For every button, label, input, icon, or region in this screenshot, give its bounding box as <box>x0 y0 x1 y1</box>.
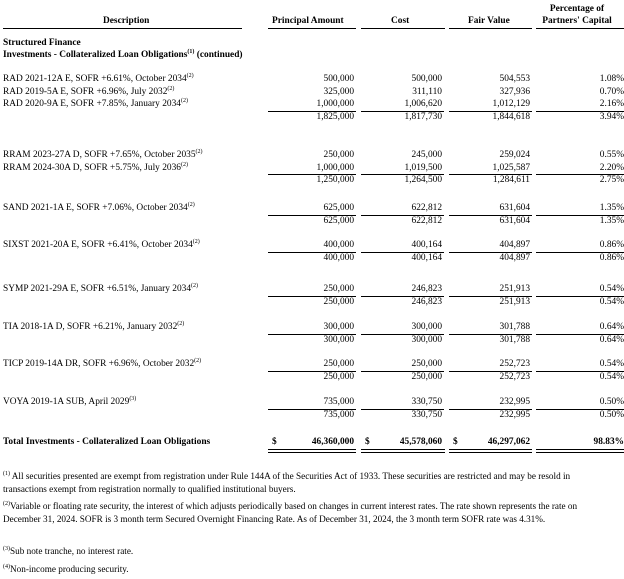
security-row-pct: 2.16% <box>599 99 624 109</box>
security-row-cost: 250,000 <box>411 359 442 369</box>
security-row-principal: 250,000 <box>323 284 354 294</box>
header-fair-value: Fair Value <box>468 16 510 26</box>
footnote-4: $^{(4)}$Non-income producing security. <box>3 564 129 574</box>
security-row-principal: 400,000 <box>323 240 354 250</box>
subtotal-pct: 3.94% <box>599 111 624 122</box>
subtotal-fair: 301,788 <box>499 334 530 345</box>
security-row-fair: 1,025,587 <box>492 162 530 173</box>
security-row-fair: 404,897 <box>499 240 530 250</box>
header-rule-fair <box>449 28 532 29</box>
grand-total-currency-principal: $ <box>272 437 277 447</box>
subtotal-cost: 622,812 <box>411 215 442 226</box>
grand-total-fair: 46,297,062 <box>487 437 530 447</box>
subtotal-pct: 1.35% <box>599 215 624 226</box>
security-row-cost: 246,823 <box>411 284 442 294</box>
security-row-cost: 622,812 <box>411 203 442 213</box>
security-row-pct: 0.54% <box>599 284 624 294</box>
subtotal-cost: 1,264,500 <box>404 175 442 185</box>
grand-total-currency-cost: $ <box>365 437 370 447</box>
header-description: Description <box>103 16 150 26</box>
security-row-fair: 252,723 <box>499 359 530 369</box>
security-row-principal: 1,000,000 <box>316 162 354 173</box>
security-row-principal: 735,000 <box>323 397 354 407</box>
subtotal-pct: 0.54% <box>599 371 624 382</box>
security-row-description: RRAM 2024-30A D, SOFR +5.75%, July 2036$^{(2)}$ <box>3 161 188 173</box>
security-row-pct: 0.70% <box>599 86 624 97</box>
grand-total-rule-pct <box>536 449 624 453</box>
security-row-cost: 300,000 <box>411 322 442 332</box>
security-row-pct: 0.55% <box>599 150 624 160</box>
footnote-1: $^{(1)}$ All securities presented are exempt from registration under Rule 144A of the Securities Act of 1933. These securities are restricted and may be resold in transactions exempt from registration normally to qualified institutional buyers. <box>3 471 571 494</box>
subtotal-fair: 1,844,618 <box>492 111 530 122</box>
subtotal-fair: 251,913 <box>499 296 530 307</box>
grand-total-pct: 98.83% <box>593 437 624 447</box>
subtotal-principal: 1,825,000 <box>316 111 354 122</box>
security-row-description: VOYA 2019-1A SUB, April 2029$^{(3)}$ <box>3 396 137 407</box>
header-rule-desc <box>3 28 242 29</box>
grand-total-label: Total Investments - Collateralized Loan Obligations <box>3 437 211 447</box>
security-row-cost: 1,006,620 <box>404 99 442 109</box>
security-row-cost: 245,000 <box>411 150 442 160</box>
subtotal-cost: 1,817,730 <box>404 111 442 122</box>
subtotal-principal: 300,000 <box>323 334 354 345</box>
header-pct-line2: Partners' Capital <box>542 16 612 26</box>
security-row-description: SIXST 2021-20A E, SOFR +6.41%, October 2034$^{(2)}$ <box>3 239 200 250</box>
subtotal-principal: 250,000 <box>323 296 354 307</box>
footnote-3: $^{(3)}$Sub note tranche, no interest rate. <box>3 546 134 556</box>
security-row-pct: 1.08% <box>599 74 624 84</box>
security-row-description: RAD 2020-9A E, SOFR +7.85%, January 2034$^{(2)}$ <box>3 98 188 109</box>
security-row-pct: 1.35% <box>599 203 624 213</box>
security-row-cost: 330,750 <box>411 397 442 407</box>
security-row-fair: 259,024 <box>499 150 530 160</box>
security-row-fair: 631,604 <box>499 203 530 213</box>
section-subtitle: Investments - Collateralized Loan Obligations$^{(1)}$ (continued) <box>3 49 243 60</box>
security-row-principal: 500,000 <box>323 74 354 84</box>
security-row-principal: 250,000 <box>323 359 354 369</box>
security-row-fair: 301,788 <box>499 322 530 332</box>
security-row-pct: 0.54% <box>599 359 624 369</box>
section-title: Structured Finance <box>3 38 81 48</box>
subtotal-pct: 2.75% <box>599 175 624 185</box>
subtotal-fair: 232,995 <box>499 409 530 420</box>
grand-total-rule-cost <box>361 449 445 453</box>
subtotal-principal: 735,000 <box>323 409 354 420</box>
security-row-fair: 251,913 <box>499 284 530 294</box>
subtotal-fair: 252,723 <box>499 371 530 382</box>
grand-total-principal: 46,360,000 <box>311 437 354 447</box>
header-cost: Cost <box>391 16 410 26</box>
subtotal-fair: 631,604 <box>499 215 530 226</box>
security-row-description: SAND 2021-1A E, SOFR +7.06%, October 2034$^{(2)}$ <box>3 202 195 213</box>
grand-total-currency-fair: $ <box>453 437 458 447</box>
security-row-pct: 0.86% <box>599 240 624 250</box>
security-row-fair: 504,553 <box>499 74 530 84</box>
footnote-2: $^{(2)}$Variable or floating rate security, the interest of which adjusts periodically based on changes in current interest rates. The rate shown represents the rate on December 31, 2024. SOFR is 3 month term Secured Overnight Financing Rate. As of December 31, 2024, the 3 month term SOFR rate was 4.31%. <box>3 501 578 524</box>
security-row-principal: 300,000 <box>323 322 354 332</box>
subtotal-principal: 625,000 <box>323 215 354 226</box>
security-row-principal: 625,000 <box>323 203 354 213</box>
subtotal-pct: 0.50% <box>599 409 624 420</box>
security-row-cost: 1,019,500 <box>404 162 442 173</box>
header-principal: Principal Amount <box>272 16 344 26</box>
subtotal-principal: 1,250,000 <box>316 175 354 185</box>
security-row-fair: 327,936 <box>499 86 530 97</box>
subtotal-pct: 0.86% <box>599 252 624 263</box>
security-row-description: SYMP 2021-29A E, SOFR +6.51%, January 2034$^{(2)}$ <box>3 283 199 294</box>
security-row-description: RAD 2019-5A E, SOFR +6.96%, July 2032$^{(2)}$ <box>3 85 175 97</box>
security-row-description: TIA 2018-1A D, SOFR +6.21%, January 2032$^{(2)}$ <box>3 321 185 332</box>
subtotal-fair: 404,897 <box>499 252 530 263</box>
header-rule-principal <box>268 28 356 29</box>
header-rule-cost <box>361 28 445 29</box>
header-rule-pct <box>536 28 624 29</box>
security-row-pct: 2.20% <box>599 162 624 173</box>
subtotal-fair: 1,284,611 <box>492 175 530 185</box>
security-row-principal: 325,000 <box>323 86 354 97</box>
security-row-cost: 500,000 <box>411 74 442 84</box>
security-row-principal: 1,000,000 <box>316 99 354 109</box>
subtotal-pct: 0.54% <box>599 296 624 307</box>
security-row-fair: 232,995 <box>499 397 530 407</box>
subtotal-cost: 300,000 <box>411 334 442 345</box>
security-row-description: RAD 2021-12A E, SOFR +6.61%, October 2034$^{(2)}$ <box>3 73 194 84</box>
grand-total-rule-principal <box>268 449 356 453</box>
header-pct-line1: Percentage of <box>549 4 605 14</box>
subtotal-cost: 246,823 <box>411 296 442 307</box>
security-row-fair: 1,012,129 <box>492 99 530 109</box>
security-row-principal: 250,000 <box>323 150 354 160</box>
security-row-cost: 311,110 <box>412 86 442 97</box>
subtotal-cost: 400,164 <box>411 252 442 263</box>
security-row-pct: 0.50% <box>599 397 624 407</box>
grand-total-cost: 45,578,060 <box>399 437 442 447</box>
subtotal-principal: 400,000 <box>323 252 354 263</box>
subtotal-pct: 0.64% <box>599 334 624 345</box>
subtotal-cost: 330,750 <box>411 409 442 420</box>
security-row-pct: 0.64% <box>599 322 624 332</box>
grand-total-rule-fair <box>449 449 532 453</box>
security-row-description: TICP 2019-14A DR, SOFR +6.96%, October 2032$^{(2)}$ <box>3 358 202 369</box>
subtotal-principal: 250,000 <box>323 371 354 382</box>
security-row-cost: 400,164 <box>411 240 442 250</box>
subtotal-cost: 250,000 <box>411 371 442 382</box>
security-row-description: RRAM 2023-27A D, SOFR +7.65%, October 2035$^{(2)}$ <box>3 149 203 160</box>
